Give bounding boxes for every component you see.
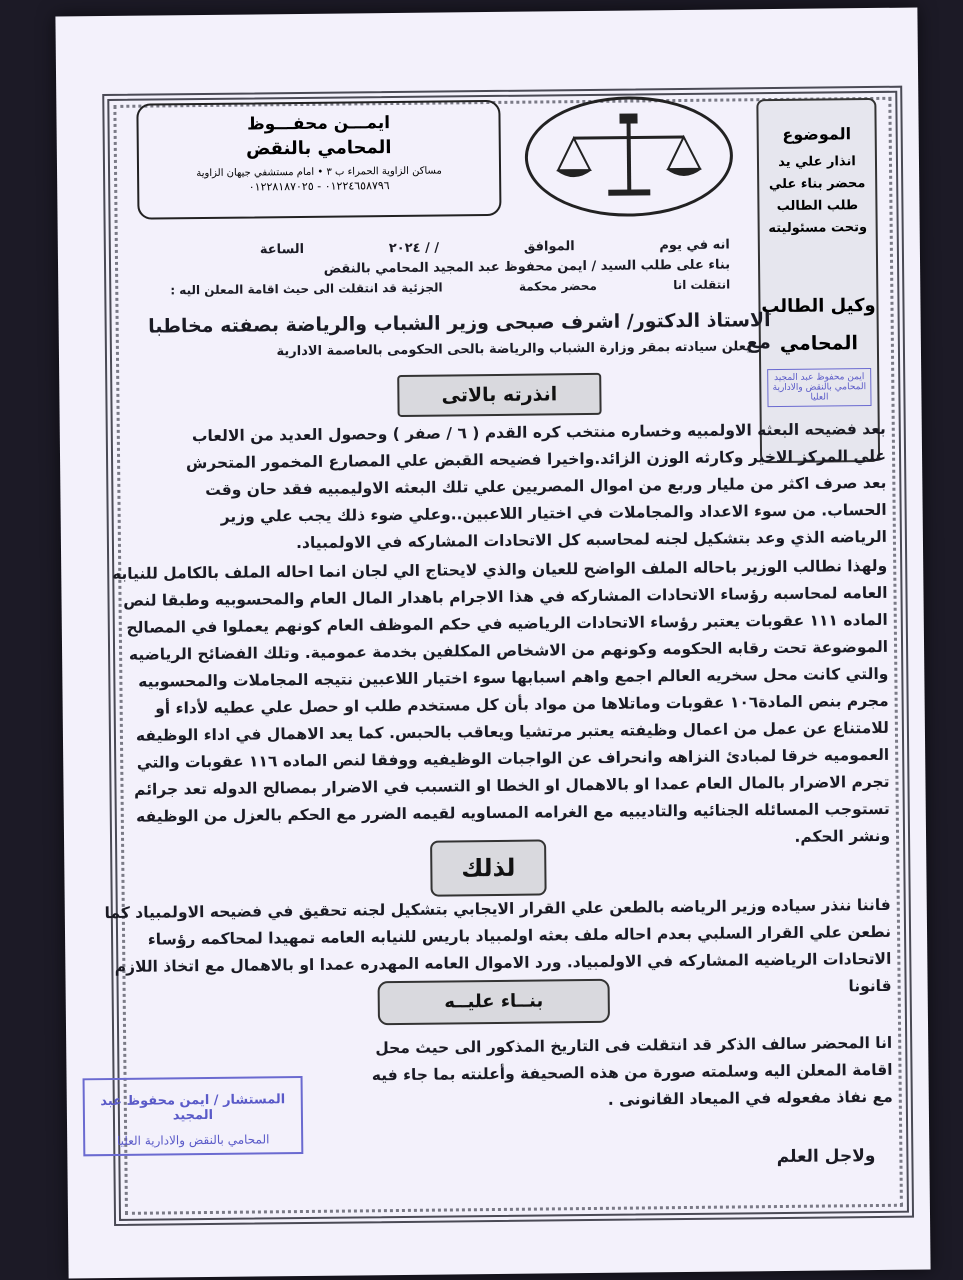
agent-role: المحامي [779,332,859,355]
therefore-paragraph: فاننا ننذر سياده وزير الرياضه بالطعن علي القرار الايجابي بتشكيل لجنه تحقيق في فضيحه الاولمبياد كما نطعن علي القرار السلبي بعدم احاله ملف بعثه اولمبياد باريس للنيابه العامه تمهيدا لمحاكمه رؤساء الاتحادات الرياضيه المشاركه في الاولمبياد. ورد الاموال العامه المهدره عمدا او بالاهمال مع اتخاذ اللازم قانونا [104,895,892,996]
therefore-heading: لذلك [430,839,547,896]
closing-paragraph: انا المحضر سالف الذكر قد انتقلت فى التاريخ المذكور الى حيث محل اقامة المعلن اليه وسلمته صورة من هذه الصحيفة وأعلنته بما جاء فيه مع نفاذ مفعوله في الميعاد القانونى . [371,1033,893,1109]
addressee-sub: يعلن سيادته بمقر وزارة الشباب والرياضة بالحى الحكومى بالعاصمة الادارية [276,339,751,360]
scales-icon [527,98,730,214]
intro-day: انه في يوم [659,237,730,254]
addressee-line: الاستاذ الدكتور/ اشرف صبحى وزير الشباب والرياضة بصفته مخاطبا مع [148,309,771,354]
stamp-line-1: المستشار / ايمن محفوظ عبد المجيد [100,1092,286,1124]
body-paragraph-2: ولهذا نطالب الوزير باحاله الملف الواضح للعيان والذي لايحتاج الي لجان انما احاله الملف بالكامل للنيابه العامه لمحاسبه رؤساء الاتحادات المشاركه في هذا الاجرام باهدار المال العام والمحسوبيه وطبقا لنص الماده ١١١ عقوبات يعتبر رؤساء الاتحادات الرياضيه في حكم الموظف العام كونهم يعملوا في المصالح الموضوعة تحت رقابه الحكومه وكونهم من الاشخاص المكلفين بخدمة عمومية. وتلك الفضائح الرياضيه والتي كانت محل سخريه العالم اجمع واهم اسبابها سوء اختيار اللاعبين نتيجه المجاملات والمحسوبيه مجرم بنص المادة١٠٦ عقوبات وماتلاها من مواد بأن كل مستخدم طلب او حصل علي عطيه لأداء أو للامتناع عن عمل من اعمال وظيفته يعتبر مرتشيا ويعاقب بالحبس. كما يعد الاهمال في اداء الوظيفه العموميه خرقا لمبادئ النزاهه وانحراف عن الواجبات الوظيفيه ووفقا لنص الماده ١١٦ عقوبات والتي تجرم الاضرار بالمال العام عمدا او بالاهمال او الخطا او التسبب في الاضرار بمصالح الدوله تعد جرائم تستوجب المسائله الجنائيه والتاديبيه مع الغرامه المساويه لقيمه الضرر مع الحكم بالعزل من الوظيفه ونشر الحكم. [111,556,891,846]
scroll-stamp-line1: ايمن محفوظ عبد المجيد [774,372,865,384]
lawyer-name: ايمـــن محفـــوظ [246,113,391,135]
lawyer-title: المحامي بالنقض [245,137,392,160]
intro-date: / / ٢٠٢٤ [388,240,440,257]
subject-text: انذار علي يد محضر بناء علي طلب الطالب وتحت مسئوليته [768,154,868,237]
sign-off: ولاجل العلم [776,1146,876,1168]
accordingly-heading: بنــاء عليــه [378,979,610,1025]
intro-dated: الموافق [523,239,575,255]
intro-hour: الساعة [259,241,305,258]
scroll-stamp [767,368,871,407]
scroll-stamp-line2: المحامي بالنقض والادارية العليا [772,382,867,403]
intro-residence: الجزئية قد انتقلت الى حيث اقامة المعلن اليه : [170,280,443,298]
intro-court: محضر محكمة [518,278,597,294]
lawyer-address: مساكن الزاوية الحمراء ب ٣ • امام مستشفي جيهان الزاوية [196,165,442,180]
stamp-line-2: المحامي بالنقض والادارية العليا [116,1132,270,1148]
logo-oval [524,95,733,217]
lawyer-phones: ٠١٢٢٤٦٥٨٧٩٦ - ٠١٢٢٨١٨٧٠٢٥ [248,179,390,194]
body-paragraph-1: بعد فضيحه البعثه الاولمبيه وخساره منتخب كره القدم ( ٦ / صفر ) وحصول العديد من الالعاب علي المركز الاخير وكارثه الوزن الزائد.واخيرا فضيحه القبض علي المصارع المخمور المتحرش بعد صرف اكثر من مليار وربع من اموال المصريين علي تلك البعثه الاوليمبيه فقد حان وقت الحساب. من سوء الاعداد والمجاملات في اختيار اللاعبين..وعلي ضوء ذلك يجب علي وزير الرياضه الذي وعد بتشكيل لجنه لمحاسبه كل الاتحادات المشاركه في الاولمبياد. [185,419,888,553]
agent-label: وكيل الطالب [761,294,876,318]
intro-line-2: بناء على طلب السيد / ايمن محفوظ عبد المجيد المحامي بالنقض [323,257,731,277]
subject-scroll [756,98,880,463]
document-page [55,8,930,1279]
warned-heading: انذرته بالاتى [397,373,601,417]
lawyer-stamp [83,1076,304,1156]
letterhead-box [136,100,501,220]
intro-moved: انتقلت انا [673,277,731,293]
subject-label: الموضوع [782,124,852,144]
